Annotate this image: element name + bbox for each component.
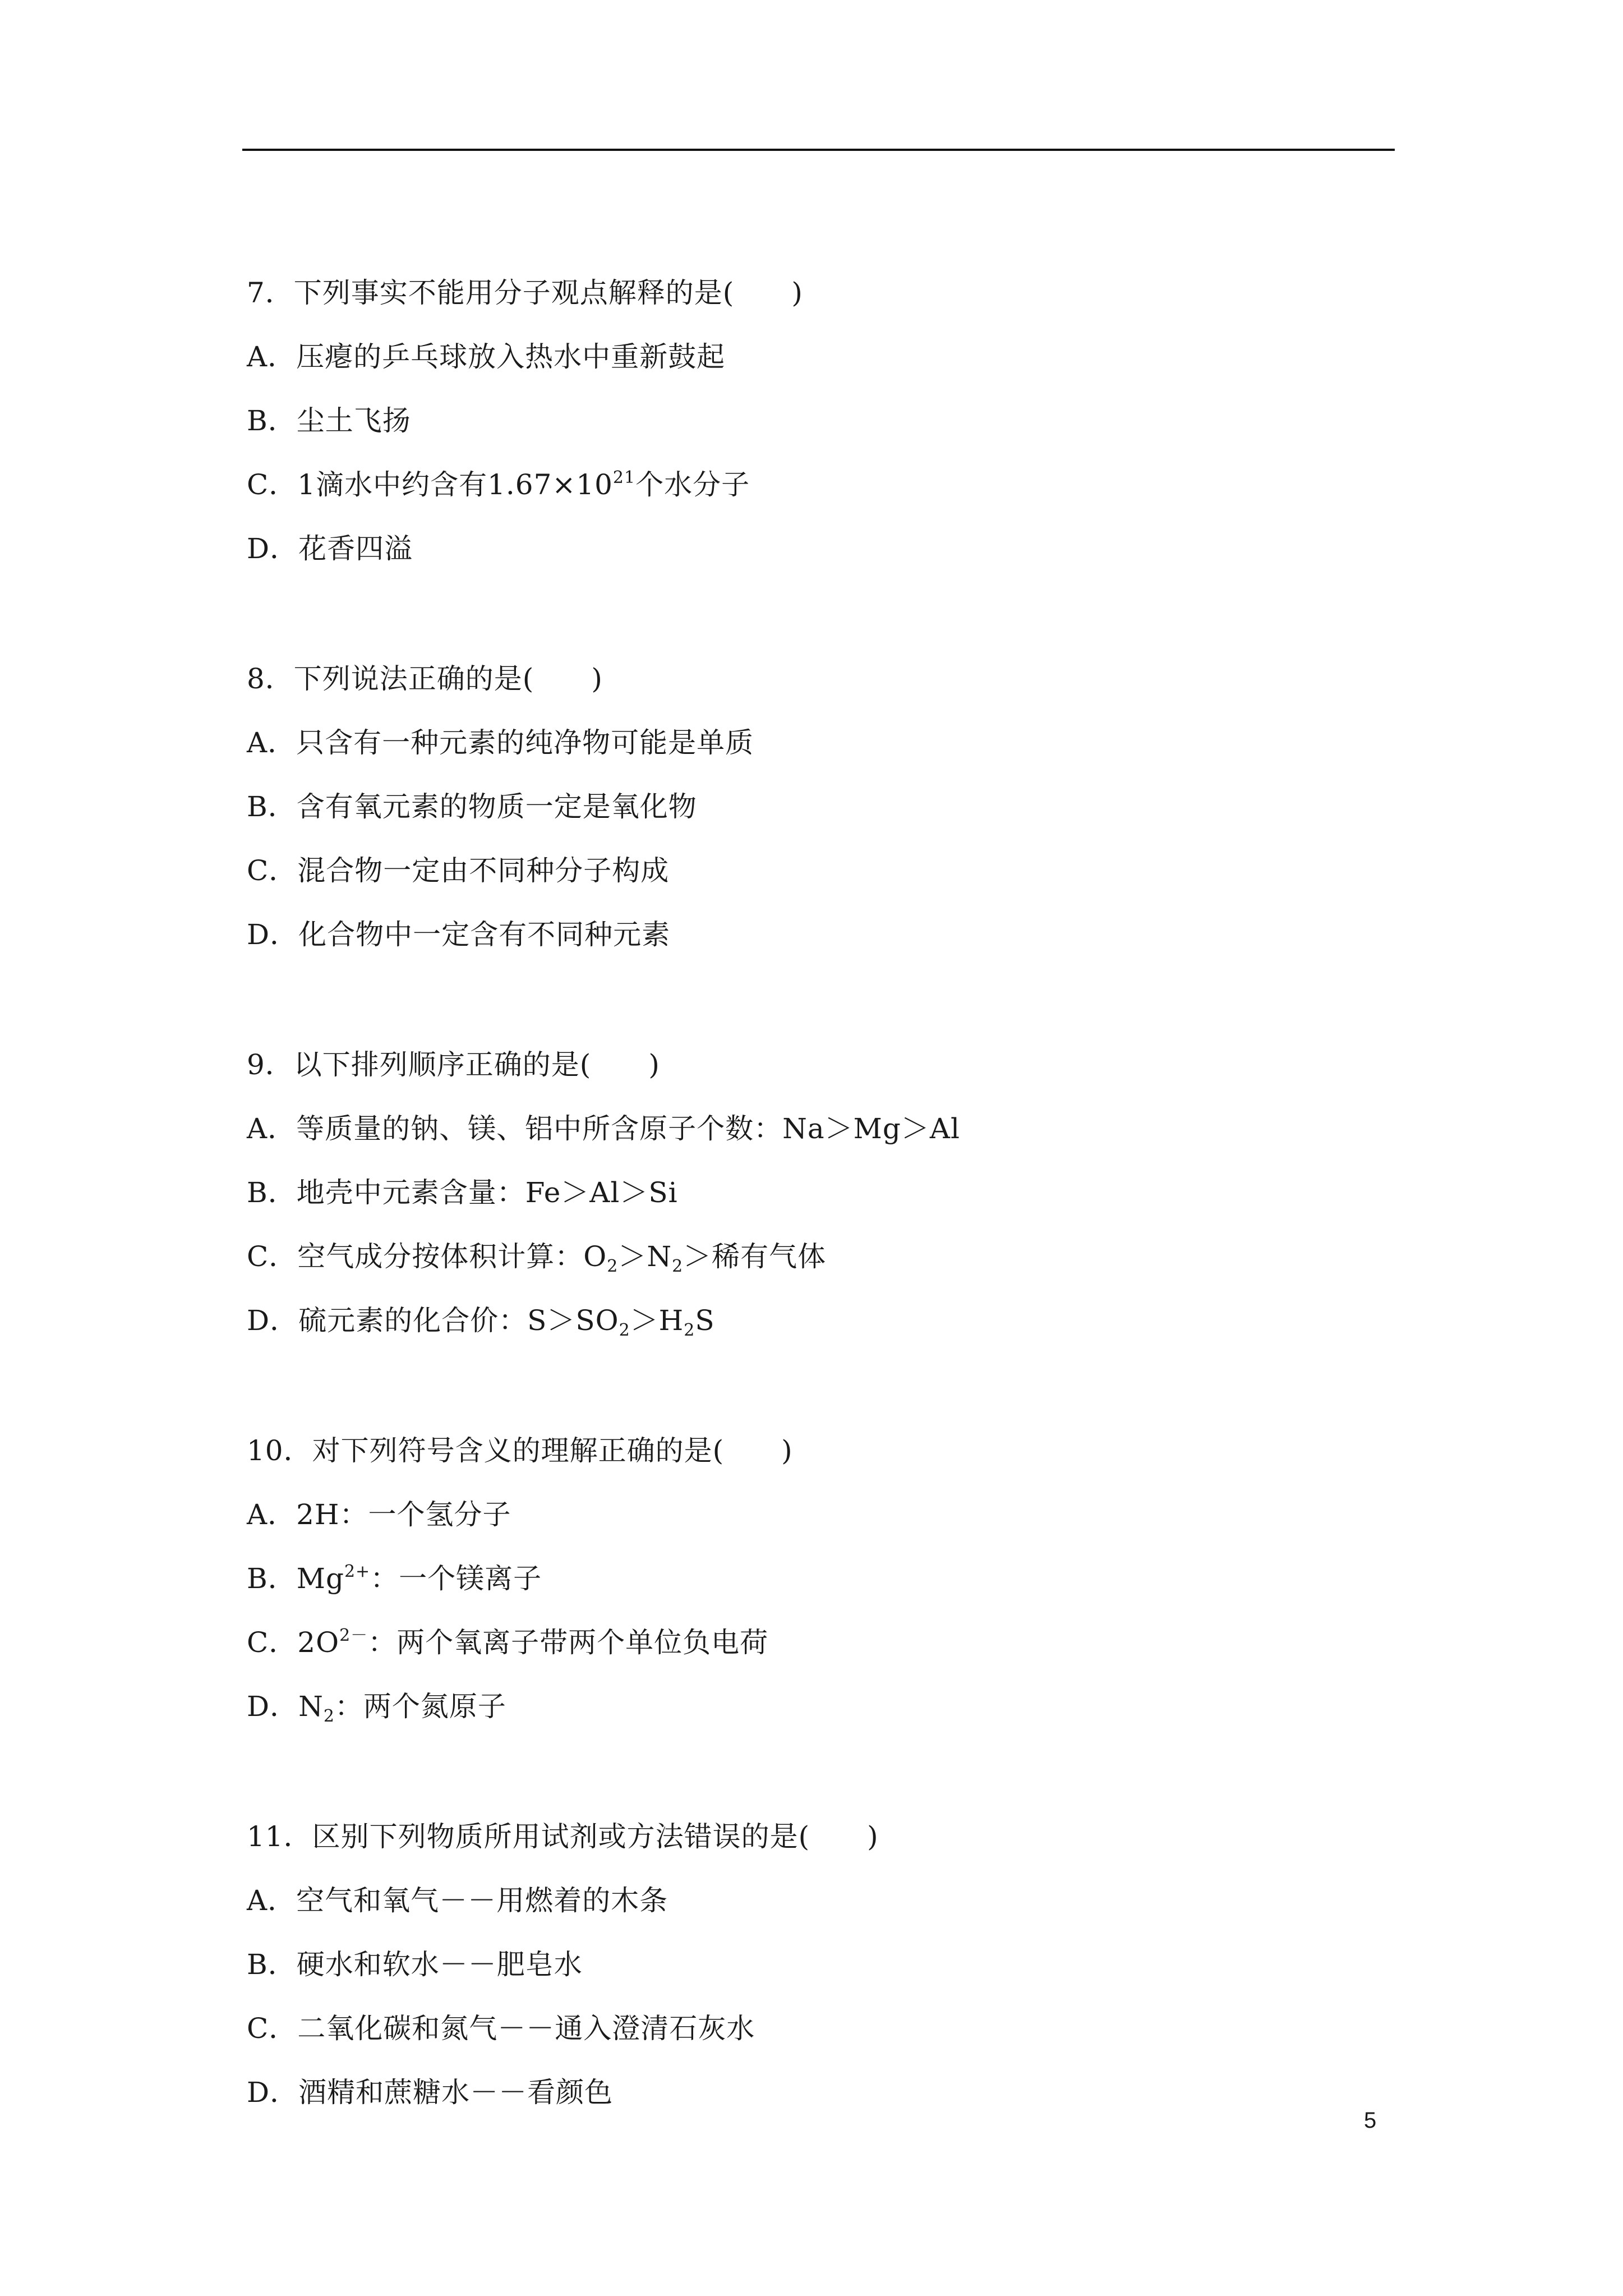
question-7-option-c	[247, 468, 750, 501]
option-text: ＞N	[618, 1240, 672, 1273]
question-9-option-a: A．等质量的钠、镁、铝中所含原子个数：Na＞Mg＞Al	[247, 1112, 960, 1145]
question-11-option-c: C．二氧化碳和氮气－－通入澄清石灰水	[247, 2012, 755, 2045]
option-text: ＞H	[630, 1304, 684, 1337]
question-9-option-d	[247, 1304, 715, 1340]
question-8-stem: 8．下列说法正确的是( )	[247, 662, 603, 695]
subscript: 2	[323, 1706, 335, 1726]
question-10-option-c	[247, 1626, 768, 1659]
question-9-option-b: B．地壳中元素含量：Fe＞Al＞Si	[247, 1176, 678, 1209]
question-11-stem: 11．区别下列物质所用试剂或方法错误的是( )	[247, 1820, 879, 1853]
subscript: 2	[672, 1257, 684, 1276]
option-text: C．空气成分按体积计算：O	[247, 1240, 607, 1273]
header-rule	[242, 149, 1395, 151]
subscript: 2	[619, 1320, 630, 1340]
option-text: 个水分子	[635, 468, 750, 501]
option-text: C．1滴水中约含有1.67×10	[247, 468, 613, 501]
question-7-option-a: A．压瘪的乒乓球放入热水中重新鼓起	[247, 341, 726, 373]
option-text: S	[695, 1304, 715, 1337]
question-10-option-d	[247, 1690, 506, 1726]
question-10-stem: 10．对下列符号含义的理解正确的是( )	[247, 1434, 793, 1467]
ion-charge: 2+	[344, 1562, 371, 1581]
question-8-option-c: C．混合物一定由不同种分子构成	[247, 854, 670, 887]
option-text: ：两个氧离子带两个单位负电荷	[368, 1626, 769, 1659]
option-text: C．2O	[247, 1626, 340, 1659]
option-text: ：两个氮原子	[334, 1690, 506, 1723]
question-8-option-a: A．只含有一种元素的纯净物可能是单质	[247, 726, 754, 759]
question-11-option-a: A．空气和氧气－－用燃着的木条	[247, 1884, 668, 1917]
option-text: D．N	[247, 1690, 324, 1723]
question-8-option-d: D．化合物中一定含有不同种元素	[247, 918, 671, 951]
question-7-option-d: D．花香四溢	[247, 532, 413, 565]
subscript: 2	[684, 1320, 695, 1340]
question-9-stem: 9．以下排列顺序正确的是( )	[247, 1048, 660, 1081]
question-11-option-b: B．硬水和软水－－肥皂水	[247, 1948, 583, 1981]
subscript: 2	[607, 1257, 619, 1276]
question-8-option-b: B．含有氧元素的物质一定是氧化物	[247, 790, 697, 823]
option-text: ＞稀有气体	[683, 1240, 827, 1273]
option-text: D．硫元素的化合价：S＞SO	[247, 1304, 619, 1337]
question-10-option-b	[247, 1562, 542, 1595]
question-10-option-a: A．2H：一个氢分子	[247, 1498, 511, 1531]
option-text: B．Mg	[247, 1562, 344, 1595]
option-text: ：一个镁离子	[370, 1562, 542, 1595]
question-7-option-b: B．尘土飞扬	[247, 404, 411, 437]
exponent: 21	[612, 468, 636, 487]
ion-charge: 2－	[339, 1626, 368, 1645]
question-11-option-d: D．酒精和蔗糖水－－看颜色	[247, 2076, 614, 2109]
page-number: 5	[1364, 2108, 1377, 2133]
question-7-stem: 7．下列事实不能用分子观点解释的是( )	[247, 277, 803, 309]
question-9-option-c	[247, 1240, 827, 1276]
